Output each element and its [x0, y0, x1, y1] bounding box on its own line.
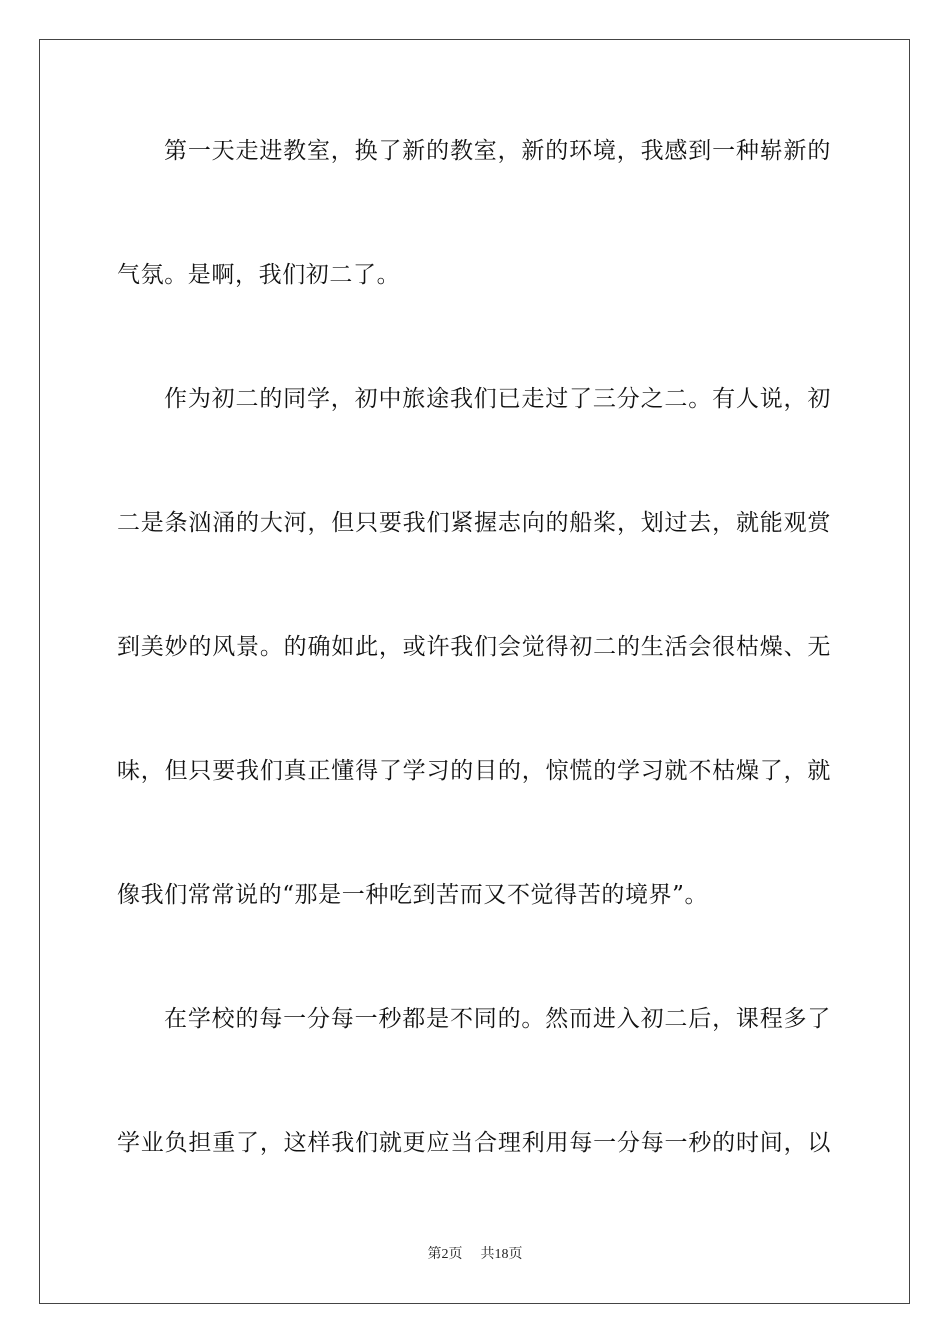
- paragraph-2-line-3: 到美妙的风景。的确如此，或许我们会觉得初二的生活会很枯燥、无: [117, 634, 831, 660]
- paragraph-2-line-1: 作为初二的同学，初中旅途我们已走过了三分之二。有人说，初: [164, 386, 831, 412]
- page-footer: [0, 1246, 950, 1264]
- paragraph-3-line-1: 在学校的每一分每一秒都是不同的。然而进入初二后，课程多了: [164, 1006, 831, 1032]
- paragraph-3-line-2: 学业负担重了，这样我们就更应当合理利用每一分每一秒的时间，以: [117, 1130, 831, 1156]
- page-total: 共18页: [480, 1247, 523, 1262]
- paragraph-1-line-1: 第一天走进教室，换了新的教室，新的环境，我感到一种崭新的: [164, 138, 831, 164]
- paragraph-1-line-2: 气氛。是啊，我们初二了。: [117, 262, 401, 288]
- page-frame: [39, 39, 910, 1304]
- paragraph-2-line-4: 味，但只要我们真正懂得了学习的目的，惊慌的学习就不枯燥了，就: [117, 758, 831, 784]
- paragraph-2-line-2: 二是条汹涌的大河，但只要我们紧握志向的船桨，划过去，就能观赏: [117, 510, 831, 536]
- page-number: 第2页: [427, 1247, 463, 1262]
- paragraph-2-line-5: 像我们常常说的“那是一种吃到苦而又不觉得苦的境界”。: [117, 882, 709, 908]
